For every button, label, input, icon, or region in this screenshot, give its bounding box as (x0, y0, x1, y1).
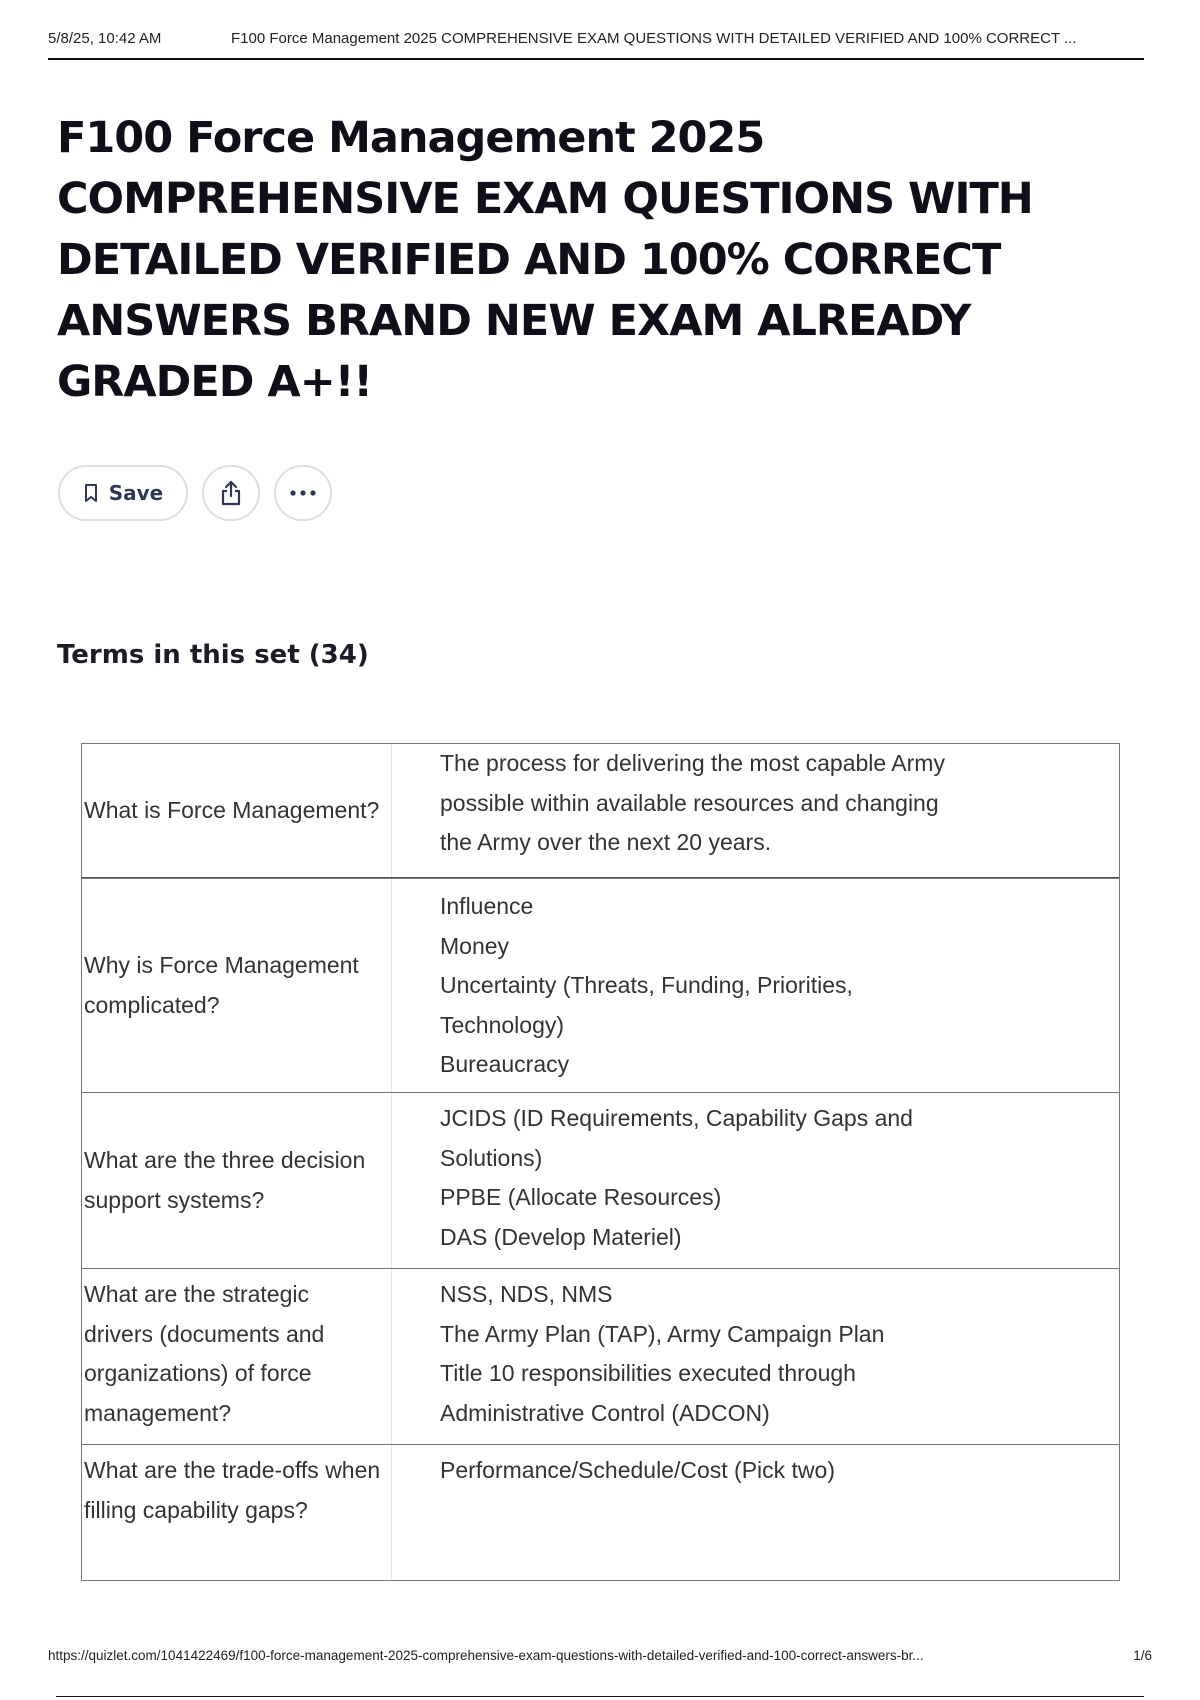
definition (392, 744, 1119, 877)
page-title: F100 Force Management 2025 COMPREHENSIVE EXAM QUESTIONS WITH DETAILED VERIFIED AND 100% CORRECT ANSWERS BRAND NEW EXAM ALREADY GRADED A+!! (57, 113, 1033, 407)
term-row (82, 744, 1119, 878)
definition-line: the Army over the next 20 years. (440, 829, 772, 855)
terms-table (81, 743, 1120, 1581)
print-document-title: F100 Force Management 2025 COMPREHENSIVE EXAM QUESTIONS WITH DETAILED VERIFIED AND 100% CORRECT ... (231, 30, 1077, 47)
definition-line: Solutions) (440, 1144, 543, 1171)
definition-line: JCIDS (ID Requirements, Capability Gaps and (440, 1105, 913, 1131)
more-options-icon (289, 489, 317, 497)
print-header (48, 28, 1144, 60)
definition-line: Influence (440, 893, 534, 919)
definition (392, 1269, 1119, 1444)
print-date: 5/8/25, 10:42 AM (48, 30, 162, 47)
definition-line: Administrative Control (ADCON) (440, 1399, 770, 1426)
definition-line: Uncertainty (Threats, Funding, Priorities, (440, 972, 853, 998)
definition (392, 879, 1119, 1092)
term-text: What is Force Management? (82, 744, 392, 877)
share-icon (219, 479, 243, 507)
definition (392, 1093, 1119, 1268)
definition (392, 1445, 1119, 1580)
definition-line: The Army Plan (TAP), Army Campaign Plan (440, 1320, 885, 1347)
share-button[interactable] (202, 465, 260, 521)
save-button[interactable] (58, 465, 188, 521)
definition-line: NSS, NDS, NMS (440, 1281, 613, 1307)
term-row (82, 1268, 1119, 1444)
term-row (82, 1092, 1119, 1268)
term-text: What are the trade-offs when filling capability gaps? (82, 1445, 392, 1580)
definition-line: Technology) (440, 1011, 565, 1038)
more-options-button[interactable] (274, 465, 332, 521)
terms-heading: Terms in this set (34) (57, 640, 369, 670)
save-button-label: Save (108, 481, 164, 505)
definition-line: The process for delivering the most capable Army (440, 750, 945, 776)
definition-line: Money (440, 932, 510, 959)
bookmark-icon (83, 483, 99, 503)
term-row (82, 878, 1119, 1092)
bottom-divider (56, 1696, 1144, 1697)
term-text: What are the three decision support systems? (82, 1093, 392, 1268)
definition-line: Bureaucracy (440, 1051, 570, 1077)
definition-line: possible within available resources and changing (440, 789, 939, 816)
term-text: Why is Force Management complicated? (82, 879, 392, 1092)
print-url[interactable]: https://quizlet.com/1041422469/f100-force-management-2025-comprehensive-exam-questions-with-detailed-verified-and-100-correct-answers-br... (48, 1648, 924, 1663)
page-number: 1/6 (1133, 1648, 1152, 1663)
definition-line: DAS (Develop Materiel) (440, 1223, 682, 1250)
definition-line: Performance/Schedule/Cost (Pick two) (440, 1457, 835, 1483)
definition-line: PPBE (Allocate Resources) (440, 1184, 722, 1210)
term-text: What are the strategic drivers (documents and organizations) of force management? (82, 1269, 392, 1444)
term-row (82, 1444, 1119, 1580)
definition-line: Title 10 responsibilities executed through (440, 1360, 856, 1386)
